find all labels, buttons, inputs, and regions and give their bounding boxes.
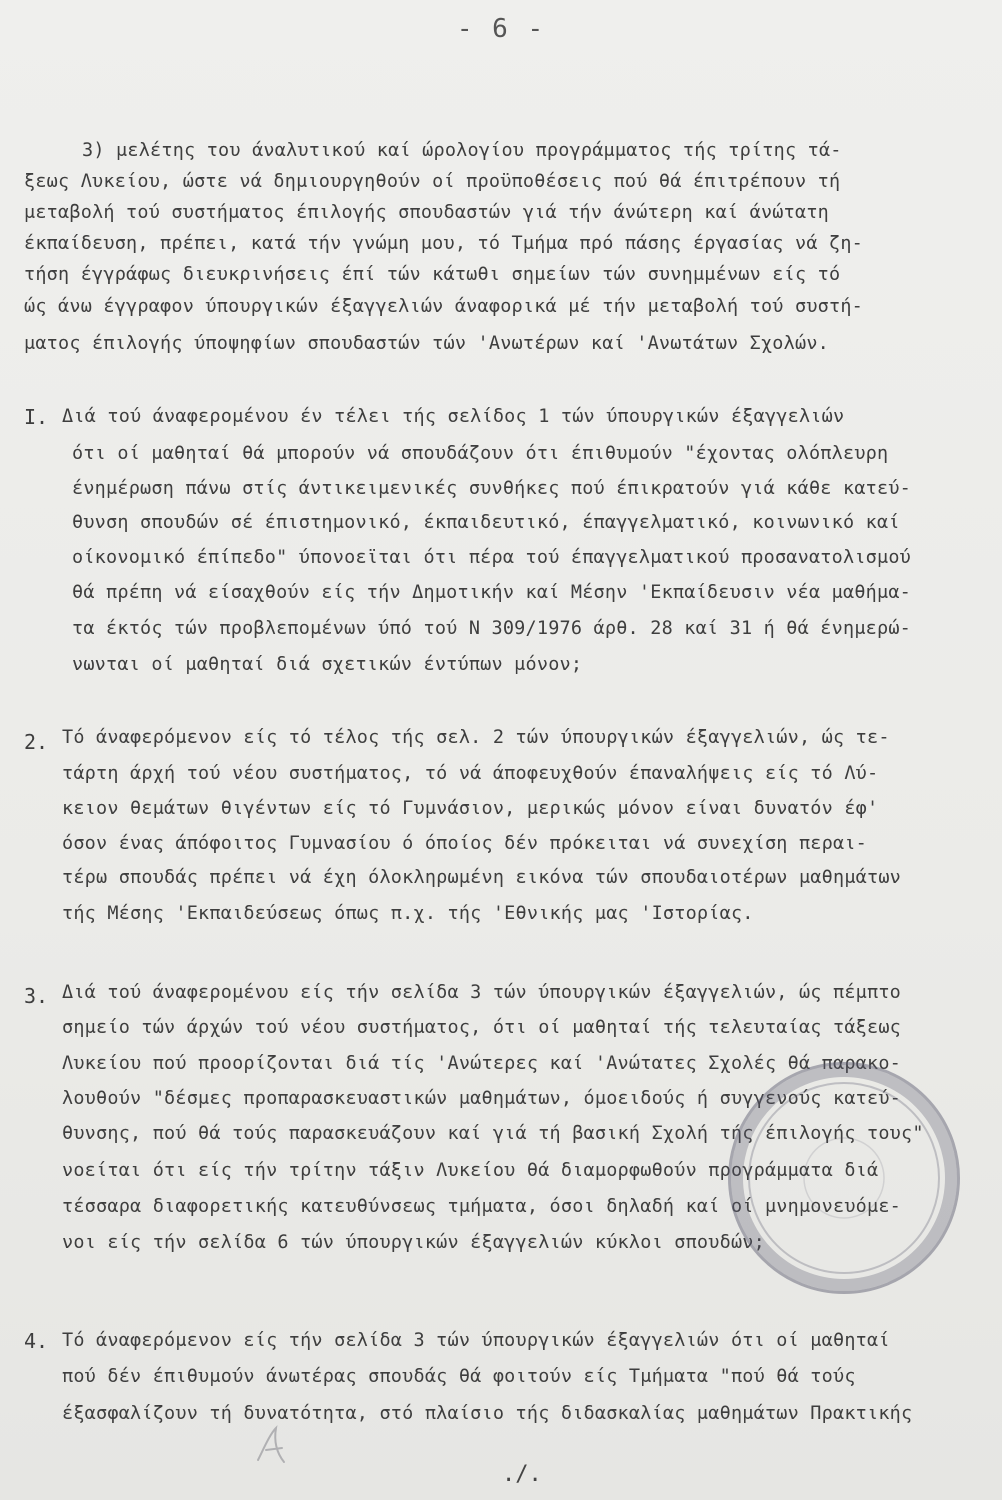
item-line: τα έκτός τών προβλεπομένων ύπό τού Ν 309/1976 άρθ. 28 καί 31 ή θά ένημερώ-: [72, 618, 912, 639]
intro-line: τήση έγγράφως διευκρινήσεις έπί τών κάτωθι σημείων τών συνημμένων είς τό: [24, 264, 841, 285]
item-line: τέσσαρα διαφορετικής κατευθύνσεως τμήματα, όσοι δηλαδή καί οί μνημονευόμε-: [62, 1196, 902, 1217]
intro-line: ματος έπιλογής ύποψηφίων σπουδαστών τών 'Ανωτέρων καί 'Ανωτάτων Σχολών.: [24, 333, 829, 354]
item-number: 4.: [24, 1329, 49, 1353]
item-line: ένημέρωση πάνω στίς άντικειμενικές συνθήκες πού έπικρατούν γιά κάθε κατεύ-: [72, 478, 912, 499]
stamp-ring-icon: [731, 1065, 957, 1291]
item-line: θυνση σπουδών σέ έπιστημονικό, έκπαιδευτικό, έπαγγελματικό, κοινωνικό καί: [72, 512, 900, 533]
item-line: νοι είς τήν σελίδα 6 τών ύπουργικών έξαγγελιών κύκλοι σπουδών;: [62, 1232, 765, 1253]
item-line: τέρω σπουδάς πρέπει νά έχη όλοκληρωμένη εικόνα τών σπουδαιοτέρων μαθημάτων: [62, 867, 902, 888]
item-number: I.: [24, 405, 49, 429]
item-line: Διά τού άναφερομένου έν τέλει τής σελίδος 1 τών ύπουργικών έξαγγελιών: [62, 406, 845, 427]
item-line: Διά τού άναφερομένου είς τήν σελίδα 3 τών ύπουργικών έξαγγελιών, ώς πέμπτο: [62, 982, 902, 1003]
item-line: έξασφαλίζουν τή δυνατότητα, στό πλαίσιο τής διδασκαλίας μαθημάτων Πρακτικής: [62, 1403, 913, 1424]
item-line: θυνσης, πού θά τούς παρασκευάζουν καί γιά τή βασική Σχολή τής έπιλογής τους": [62, 1123, 924, 1144]
intro-line: έκπαίδευση, πρέπει, κατά τήν γνώμη μου, τό Τμήμα πρό πάσης έργασίας νά ζη-: [24, 233, 864, 254]
item-line: τάρτη άρχή τού νέου συστήματος, τό νά άποφευχθούν έπαναλήψεις είς τό Λύ-: [62, 763, 879, 784]
item-line: τής Μέσης 'Εκπαιδεύσεως όπως π.χ. τής 'Εθνικής μας 'Ιστορίας.: [62, 903, 754, 924]
item-line: πού δέν έπιθυμούν άνωτέρας σπουδάς θά φοιτούν είς Τμήματα "πού θά τούς: [62, 1366, 856, 1387]
item-number: 3.: [24, 984, 49, 1008]
item-number: 2.: [24, 730, 49, 754]
official-stamp-icon: [728, 1062, 960, 1294]
item-line: ότι οί μαθηταί θά μπορούν νά σπουδάζουν ότι έπιθυμούν "έχοντας ολόπλευρη: [72, 443, 889, 464]
item-line: Τό άναφερόμενον είς τό τέλος τής σελ. 2 τών ύπουργικών έξαγγελιών, ώς τε-: [62, 727, 890, 748]
intro-line: μεταβολή τού συστήματος έπιλογής σπουδαστών γιά τήν άνώτερη καί άνώτατη: [24, 202, 829, 223]
item-line: σημείο τών άρχών τού νέου συστήματος, ότι οί μαθηταί τής τελευταίας τάξεως: [62, 1017, 902, 1038]
item-line: Τό άναφερόμενον είς τήν σελίδα 3 τών ύπουργικών έξαγγελιών ότι οί μαθηταί: [62, 1330, 890, 1351]
intro-line: ώς άνω έγγραφον ύπουργικών έξαγγελιών άναφορικά μέ τήν μεταβολή τού συστή-: [24, 296, 864, 317]
signature-icon: [250, 1420, 300, 1470]
intro-line: 3) μελέτης του άναλυτικού καί ώρολογίου προγράμματος τής τρίτης τά-: [82, 140, 842, 161]
item-line: Λυκείου πού προορίζονται διά τίς 'Ανώτερες καί 'Ανώτατες Σχολές θά παρακο-: [62, 1053, 902, 1074]
item-line: θά πρέπη νά είσαχθούν είς τήν Δημοτικήν καί Μέσην 'Εκπαίδευσιν νέα μαθήμα-: [72, 582, 912, 603]
item-line: όσον ένας άπόφοιτος Γυμνασίου ό όποίος δέν πρόκειται νά συνεχίση περαι-: [62, 833, 867, 854]
item-line: κειον θεμάτων θιγέντων είς τό Γυμνάσιον, μερικώς μόνον είναι δυνατόν έφ': [62, 798, 879, 819]
item-line: οίκονομικό έπίπεδο" ύπονοεϊται ότι πέρα τού έπαγγελματικού προσανατολισμού: [72, 547, 912, 568]
item-line: νοείται ότι είς τήν τρίτην τάξιν Λυκείου θά διαμορφωθούν προγράμματα διά: [62, 1160, 879, 1181]
item-line: λουθούν "δέσμες προπαρασκευαστικών μαθημάτων, όμοειδούς ή συγγενούς κατεύ-: [62, 1088, 902, 1109]
item-line: νωνται οί μαθηταί διά σχετικών έντύπων μόνον;: [72, 654, 583, 675]
intro-line: ξεως Λυκείου, ώστε νά δημιουργηθούν οί προϋποθέσεις πού θά έπιτρέπουν τή: [24, 171, 841, 192]
continuation-mark: ./.: [502, 1462, 542, 1487]
page-number: - 6 -: [456, 14, 546, 44]
